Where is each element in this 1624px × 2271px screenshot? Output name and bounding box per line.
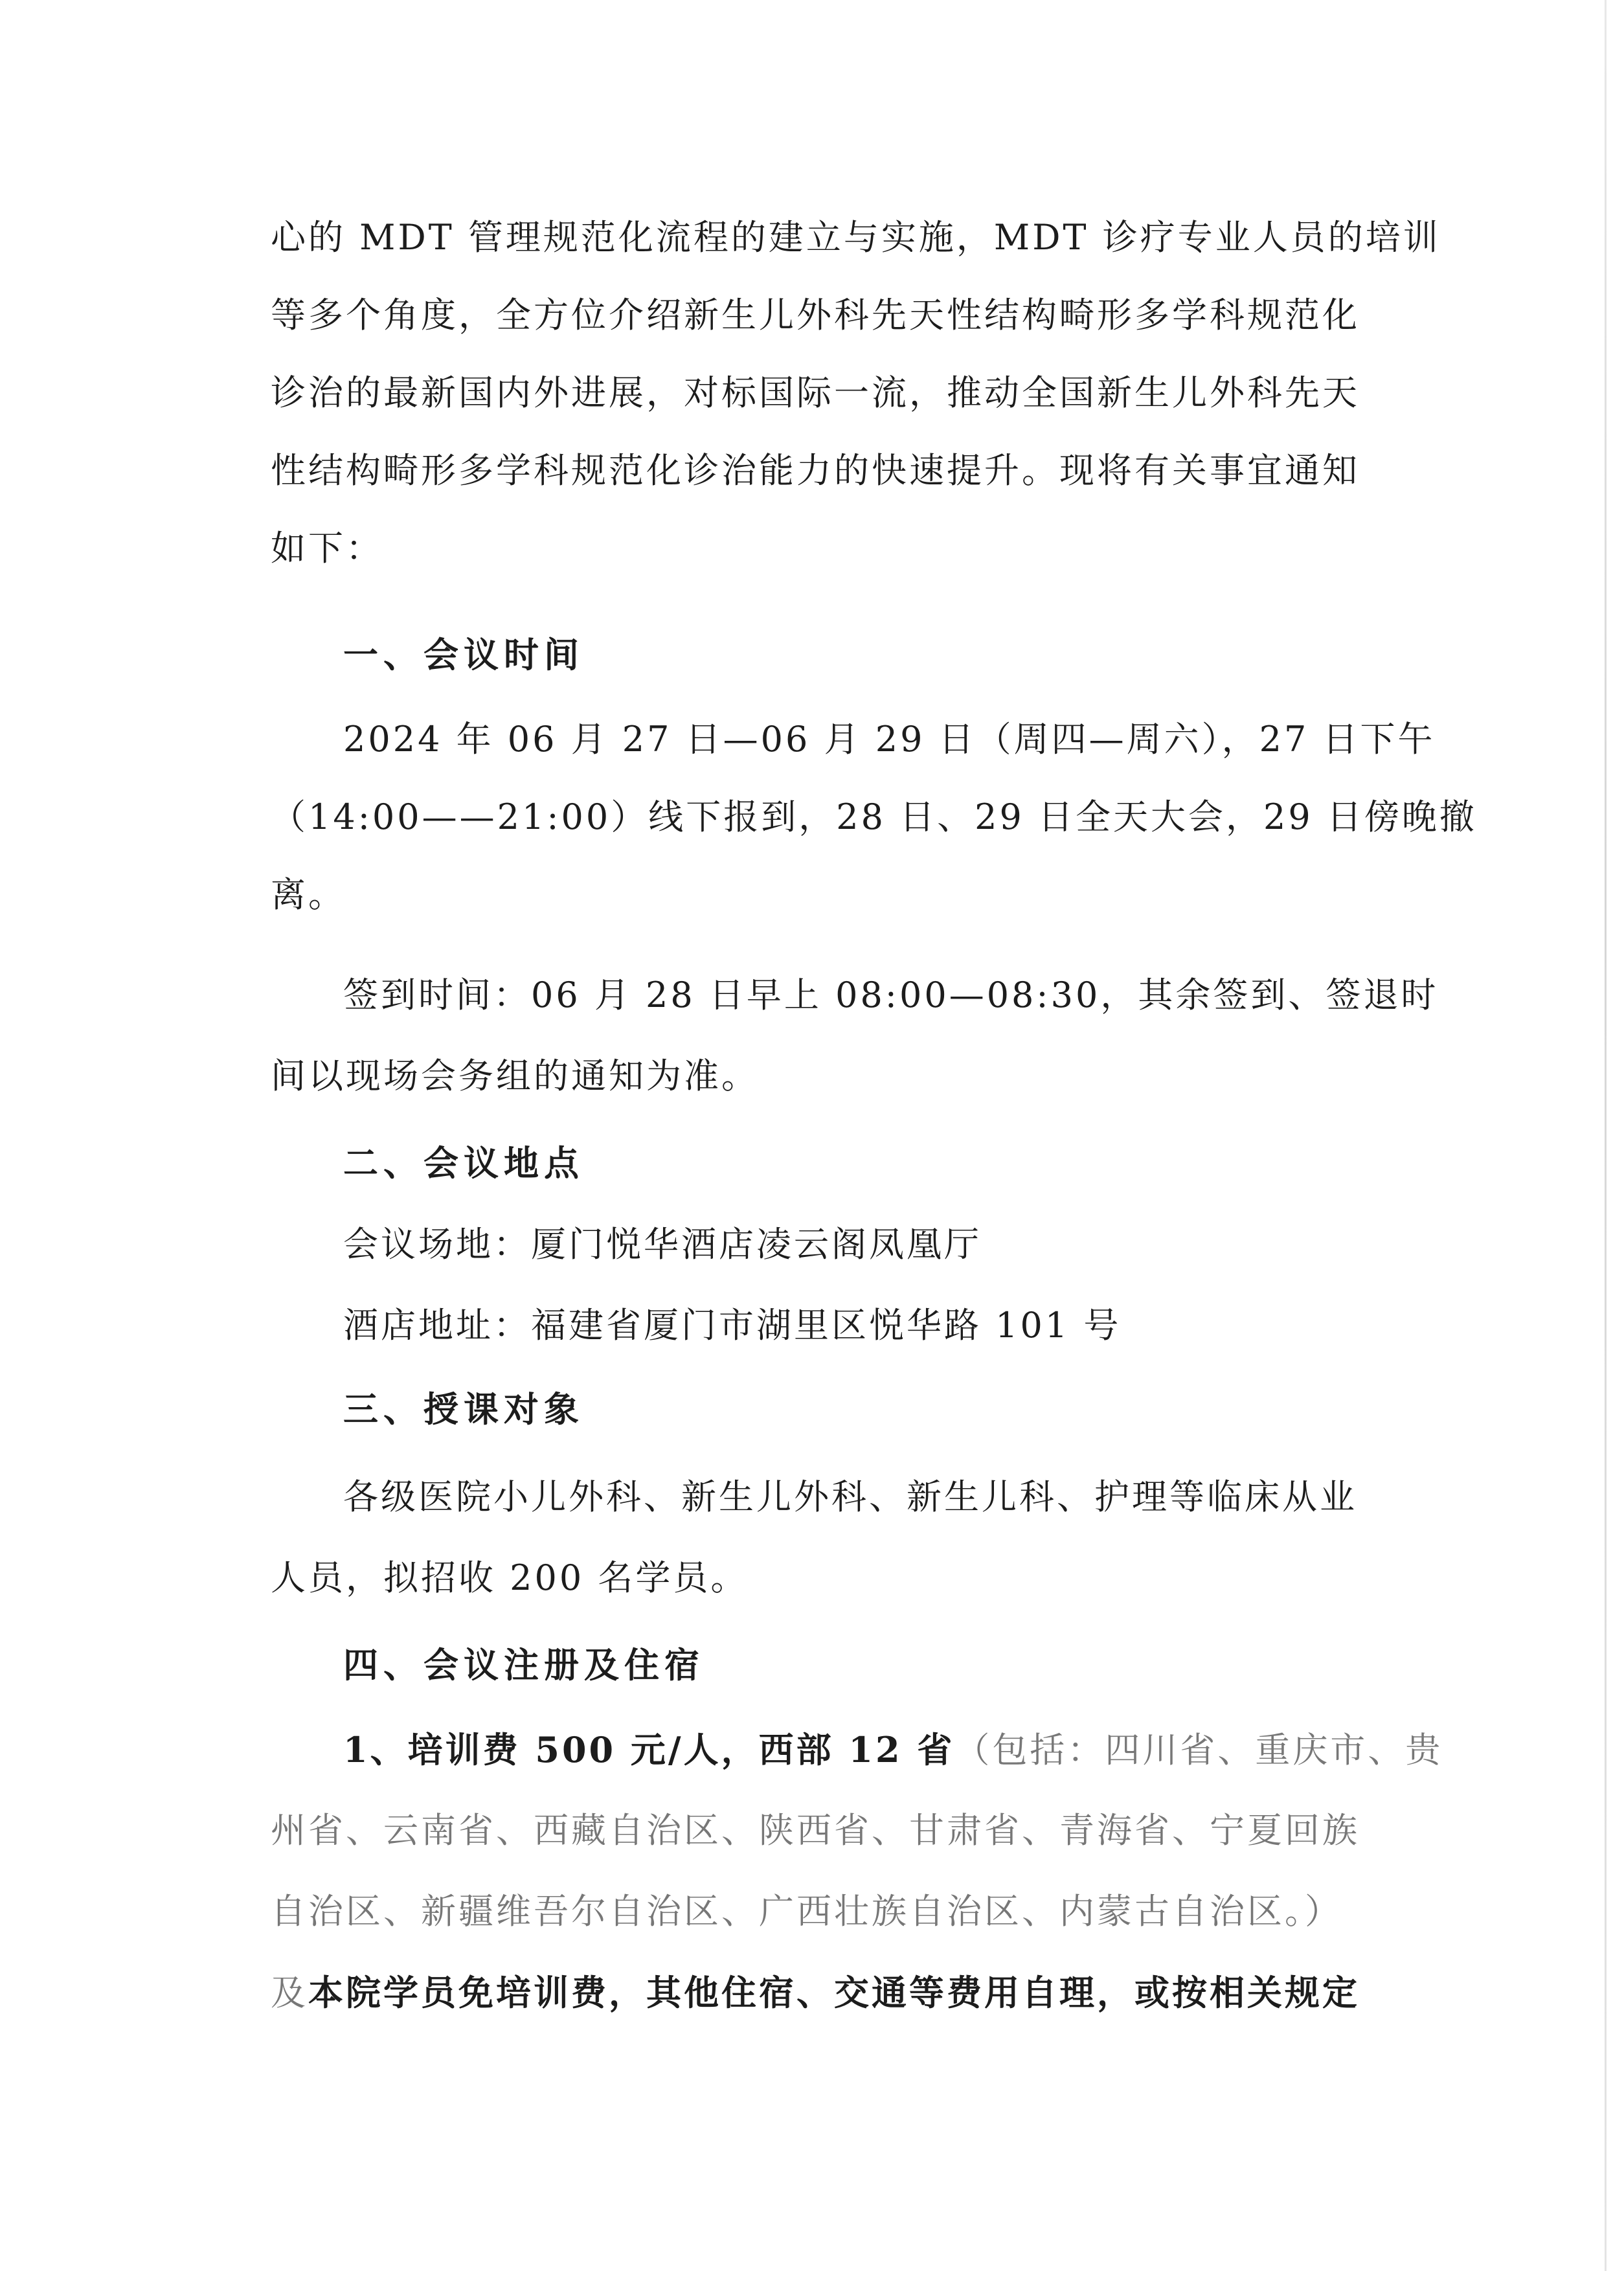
training-fee-text: 1、培训费 500 元/人，西部 12 省 bbox=[343, 1729, 955, 1770]
intro-line-4: 性结构畸形多学科规范化诊治能力的快速提升。现将有关事宜通知 bbox=[271, 450, 1360, 491]
registration-item-1-line-3: 自治区、新疆维吾尔自治区、广西壮族自治区、内蒙古自治区。） bbox=[271, 1891, 1342, 1932]
hotel-address: 酒店地址：福建省厦门市湖里区悦华路 101 号 bbox=[343, 1305, 1122, 1346]
audience-line-1: 各级医院小儿外科、新生儿外科、新生儿科、护理等临床从业 bbox=[343, 1476, 1357, 1517]
section-heading-meeting-time: 一、会议时间 bbox=[343, 635, 584, 675]
fee-exemption-text: 本院学员免培训费，其他住宿、交通等费用自理，或按相关规定 bbox=[308, 1972, 1360, 2013]
meeting-time-line-1: 2024 年 06 月 27 日—06 月 29 日（周四—周六），27 日下午 bbox=[343, 719, 1436, 760]
signin-time-line-2: 间以现场会务组的通知为准。 bbox=[271, 1056, 759, 1096]
intro-line-3: 诊治的最新国内外进展，对标国际一流，推动全国新生儿外科先天 bbox=[271, 372, 1360, 413]
audience-line-2: 人员，拟招收 200 名学员。 bbox=[271, 1557, 749, 1598]
meeting-time-line-3: 离。 bbox=[271, 874, 346, 915]
intro-line-5: 如下： bbox=[271, 528, 383, 569]
section-heading-meeting-place: 二、会议地点 bbox=[343, 1143, 584, 1184]
section-heading-registration: 四、会议注册及住宿 bbox=[343, 1645, 705, 1686]
registration-item-1-line-2: 州省、云南省、西藏自治区、陕西省、甘肃省、青海省、宁夏回族 bbox=[271, 1810, 1360, 1851]
meeting-time-line-2: （14:00——21:00）线下报到，28 日、29 日全天大会，29 日傍晚撤 bbox=[271, 797, 1477, 837]
tail-prefix: 及 bbox=[271, 1972, 308, 2013]
scan-edge-line bbox=[1605, 0, 1607, 2271]
intro-line-2: 等多个角度，全方位介绍新生儿外科先天性结构畸形多学科规范化 bbox=[271, 295, 1360, 335]
meeting-venue: 会议场地：厦门悦华酒店凌云阁凤凰厅 bbox=[343, 1224, 982, 1265]
intro-line-1: 心的 MDT 管理规范化流程的建立与实施，MDT 诊疗专业人员的培训 bbox=[271, 217, 1441, 258]
section-heading-audience: 三、授课对象 bbox=[343, 1389, 584, 1430]
registration-item-1-line-1 bbox=[343, 1729, 1444, 1770]
signin-time-line-1: 签到时间：06 月 28 日早上 08:00—08:30，其余签到、签退时 bbox=[343, 975, 1439, 1015]
western-provinces-list-start: （包括：四川省、重庆市、贵 bbox=[954, 1730, 1443, 1770]
registration-item-1-line-4 bbox=[271, 1972, 1371, 2013]
